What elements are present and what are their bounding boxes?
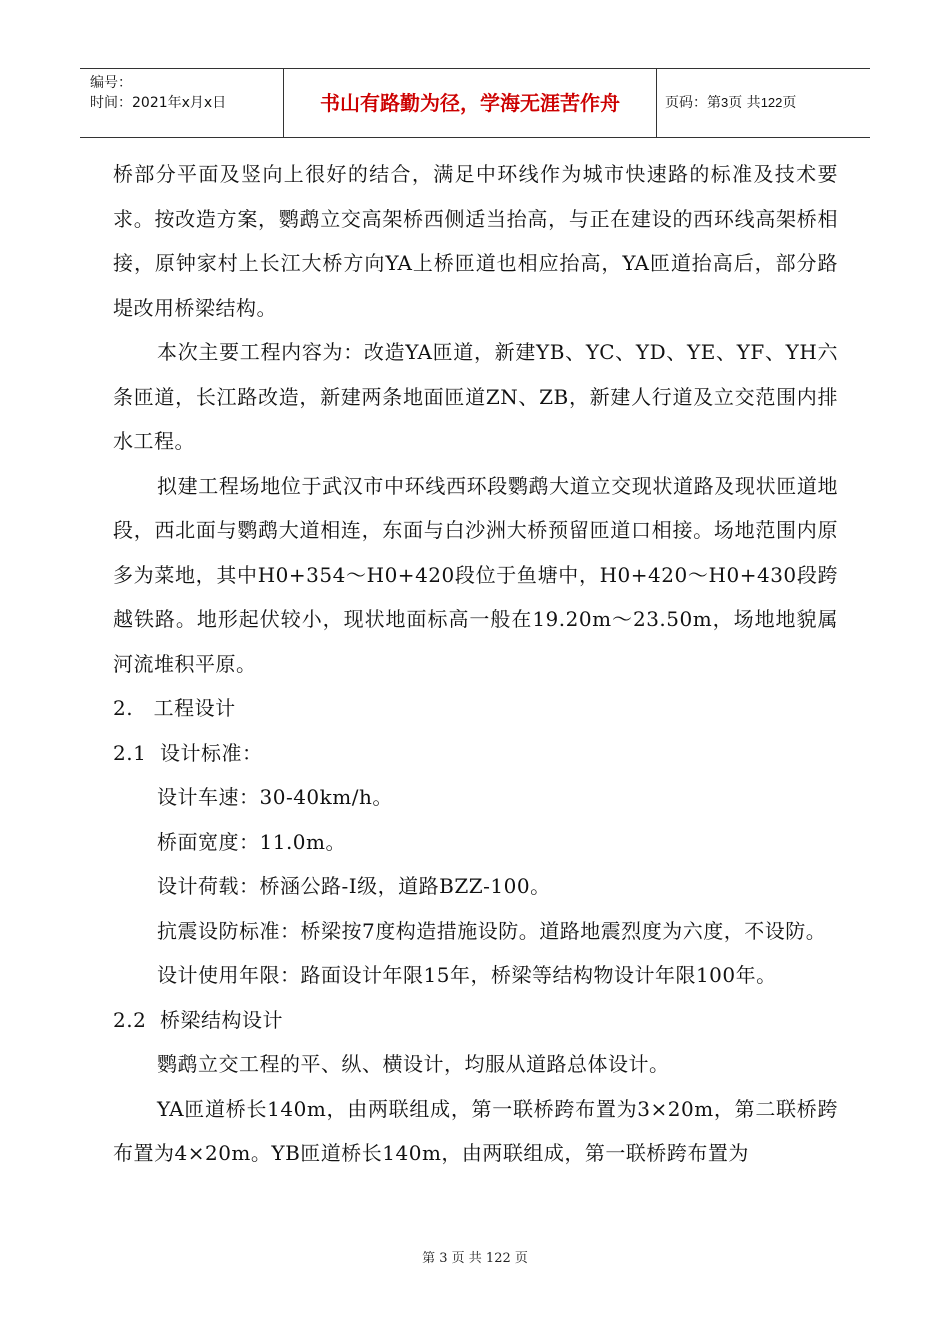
header-page-info — [657, 69, 870, 137]
design-life: 设计使用年限：路面设计年限15年，桥梁等结构物设计年限100年。 — [157, 963, 777, 987]
design-speed: 设计车速：30-40km/h。 — [157, 785, 393, 809]
date-label: 时间：2021年x月x日 — [90, 95, 227, 111]
page-end: 页 — [782, 95, 797, 111]
header-meta — [80, 69, 283, 137]
deck-width: 桥面宽度：11.0m。 — [157, 829, 346, 854]
paragraph-3: 拟建工程场地位于武汉市中环线西环段鹦鹉大道立交现状道路及现状匝道地段，西北面与鹦鹉大道相连，东面与白沙洲大桥预留匝道口相接。场地范围内原多为菜地，其中H0+354～H0+420段位于鱼塘中，H0+420～H0+430段跨越铁路。地形起伏较小，现状地面标高一般在19.20m～23.50m，场地地貌属河流堆积平原。 — [113, 473, 838, 676]
section-heading-2-1: 2.1 设计标准： — [113, 740, 263, 765]
paragraph-4: 鹦鹉立交工程的平、纵、横设计，均服从道路总体设计。 — [157, 1052, 670, 1076]
page-label: 页码：第 — [665, 95, 721, 111]
section-heading-2: 2. 工程设计 — [113, 696, 236, 720]
document-body — [113, 152, 838, 1176]
page-footer: 第 3 页 共 122 页 — [422, 1251, 528, 1266]
page-mid: 页 共 — [728, 95, 761, 111]
seismic-standard: 抗震设防标准：桥梁按7度构造措施设防。道路地震烈度为六度，不设防。 — [157, 918, 827, 943]
page-header — [80, 68, 870, 138]
paragraph-1: 桥部分平面及竖向上很好的结合，满足中环线作为城市快速路的标准及技术要求。按改造方案，鹦鹉立交高架桥西侧适当抬高，与正在建设的西环线高架桥相接，原钟家村上长江大桥方向YA上桥匝道也相应抬高，YA匝道抬高后，部分路堤改用桥梁结构。 — [113, 162, 838, 320]
page-total: 122 — [760, 95, 783, 110]
paragraph-2: 本次主要工程内容为：改造YA匝道，新建YB、YC、YD、YE、YF、YH六条匝道，长江路改造，新建两条地面匝道ZN、ZB，新建人行道及立交范围内排水工程。 — [113, 340, 838, 453]
header-motto: 书山有路勤为径，学海无涯苦作舟 — [283, 69, 657, 137]
paragraph-5: YA匝道桥长140m，由两联组成，第一联桥跨布置为3×20m，第二联桥跨布置为4×20m。YB匝道桥长140m，由两联组成，第一联桥跨布置为 — [113, 1096, 838, 1165]
page-number: 3 — [721, 95, 729, 110]
doc-number-label: 编号： — [90, 75, 132, 91]
section-heading-2-2: 2.2 桥梁结构设计 — [113, 1007, 284, 1032]
design-load: 设计荷载：桥涵公路-Ⅰ级，道路BZZ-100。 — [157, 874, 551, 898]
